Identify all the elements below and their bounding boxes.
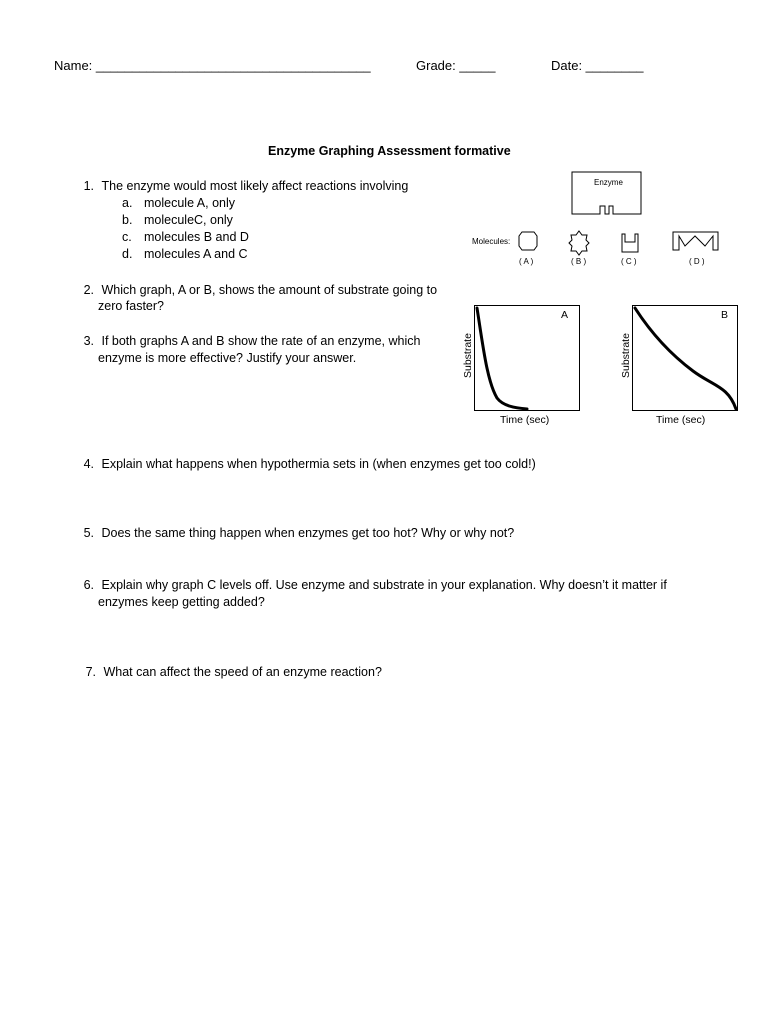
graph-a-xlabel: Time (sec) (500, 414, 550, 426)
question-3 (74, 333, 420, 350)
molecule-a-label: ( A ) (519, 257, 534, 266)
question-text-line: Which graph, A or B, shows the amount of substrate going to (101, 283, 438, 297)
question-text: What can affect the speed of an enzyme reaction? (103, 665, 382, 679)
grade-field-label: Grade: _____ (416, 58, 496, 73)
question-text: Explain what happens when hypothermia sets in (when enzymes get too cold!) (101, 457, 536, 471)
graph-b-xlabel: Time (sec) (656, 414, 706, 426)
graph-a-ylabel: Substrate (462, 333, 474, 378)
question-text-line: Explain why graph C levels off. Use enzyme and substrate in your explanation. Why doesn’t it matter if (101, 578, 667, 592)
graph-a-label: A (561, 309, 569, 321)
question-number: 2. (83, 283, 94, 297)
question-1 (74, 178, 408, 195)
question-number: 1. (83, 179, 94, 193)
question-number: 5. (83, 526, 94, 540)
option-d (122, 246, 248, 263)
page-title: Enzyme Graphing Assessment formative (268, 144, 511, 158)
option-b (122, 212, 233, 229)
graph-b-curve (633, 306, 737, 410)
question-7 (76, 664, 382, 681)
question-number: 3. (83, 334, 94, 348)
question-6 (74, 577, 667, 594)
question-5 (74, 525, 514, 542)
name-field-label: Name: ______________________________________ (54, 58, 371, 73)
question-text: The enzyme would most likely affect reactions involving (101, 179, 409, 193)
question-number: 6. (83, 578, 94, 592)
graph-b-label: B (721, 309, 729, 321)
option-letter: b. (122, 213, 133, 227)
option-letter: d. (122, 247, 133, 261)
option-text: moleculeC, only (144, 213, 233, 227)
graph-a-curve (475, 306, 579, 410)
molecule-c-icon (622, 234, 638, 252)
enzyme-diagram (560, 170, 650, 218)
question-text: Does the same thing happen when enzymes get too hot? Why or why not? (101, 526, 515, 540)
molecule-c-label: ( C ) (621, 257, 637, 266)
graph-a-plot (474, 305, 580, 411)
enzyme-label: Enzyme (594, 178, 623, 187)
option-letter: a. (122, 196, 133, 210)
graph-b-ylabel: Substrate (620, 333, 632, 378)
question-number: 4. (83, 457, 94, 471)
option-a (122, 195, 235, 212)
question-text-line: enzymes keep getting added? (98, 595, 265, 609)
option-text: molecules B and D (144, 230, 249, 244)
molecule-a-icon (519, 232, 537, 250)
question-number: 7. (85, 665, 96, 679)
molecules-label: Molecules: (472, 237, 511, 246)
option-text: molecules A and C (144, 247, 248, 261)
option-text: molecule A, only (144, 196, 236, 210)
option-c (122, 229, 249, 246)
question-text-line: zero faster? (98, 299, 165, 313)
molecules-shapes (515, 230, 730, 256)
question-text-line: enzyme is more effective? Justify your answer. (98, 351, 357, 365)
molecule-b-icon (569, 231, 589, 255)
graph-b-plot (632, 305, 738, 411)
option-letter: c. (122, 230, 132, 244)
molecule-d-label: ( D ) (689, 257, 705, 266)
date-field-label: Date: ________ (551, 58, 644, 73)
question-text-line: If both graphs A and B show the rate of an enzyme, which (101, 334, 421, 348)
molecule-d-icon (673, 232, 718, 250)
question-4 (74, 456, 536, 473)
question-2 (74, 282, 437, 299)
molecule-b-label: ( B ) (571, 257, 587, 266)
